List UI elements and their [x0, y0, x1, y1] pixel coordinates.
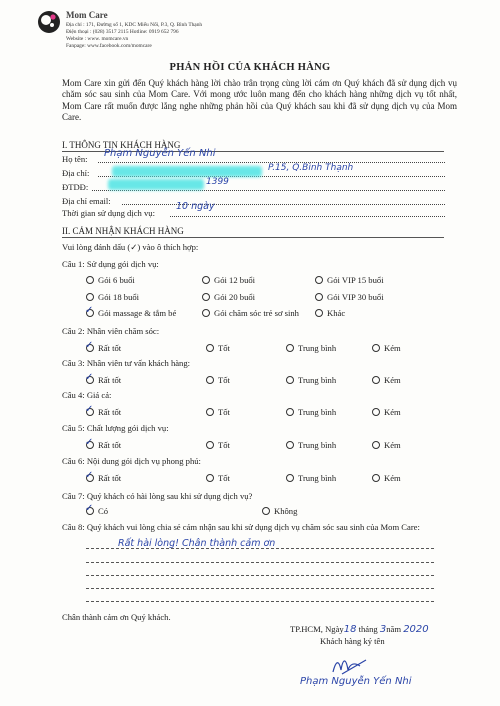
answer-line [86, 575, 434, 576]
q1-option-newborn[interactable]: Gói chăm sóc trẻ sơ sinh [202, 308, 299, 318]
mom-care-logo-icon [37, 10, 61, 34]
checkmark-icon: ✓ [85, 437, 94, 448]
q8-answer[interactable]: Rất hài lòng! Chân thành cảm ơn [118, 538, 276, 549]
q1-option-vip15[interactable]: Gói VIP 15 buổi [315, 275, 384, 285]
field-label: Họ tên: [62, 154, 88, 164]
field-label: Địa chỉ email: [62, 196, 111, 206]
q2-option-0[interactable]: ✓ Rất tốt [85, 340, 122, 353]
q2-option-2[interactable]: Trung bình [286, 343, 336, 353]
checkmark-icon: ✓ [85, 340, 94, 351]
q3-option-1[interactable]: Tốt [206, 375, 230, 385]
date-day: 18 [343, 624, 357, 635]
q4-option-2[interactable]: Trung bình [286, 407, 336, 417]
sign-date: TP.HCM, Ngày18 tháng 3năm 2020 [290, 624, 429, 635]
q1-option-vip30[interactable]: Gói VIP 30 buổi [315, 292, 384, 302]
q2-question: Câu 2: Nhân viên chăm sóc: [62, 326, 160, 336]
q3-option-2[interactable]: Trung bình [286, 375, 336, 385]
instruction-text: Vui lòng đánh dấu (✓) vào ô thích hợp: [62, 242, 199, 252]
q3-option-3[interactable]: Kém [372, 375, 401, 385]
q1-option-other[interactable]: Khác [315, 308, 345, 318]
q3-option-0[interactable]: ✓ Rất tốt [85, 372, 122, 385]
field-label: Thời gian sử dụng dịch vụ: [62, 208, 155, 218]
q4-question: Câu 4: Giá cả: [62, 390, 112, 400]
q1-question: Câu 1: Sử dụng gói dịch vụ: [62, 259, 159, 269]
q8-question: Câu 8: Quý khách vui lòng chia sẻ cảm nhận sau khi sử dụng dịch vụ chăm sóc sau sinh của Mom Care: [62, 522, 420, 532]
checkmark-icon: ✓ [85, 503, 94, 514]
answer-line [86, 601, 434, 602]
header-address: Địa chỉ : 171, Đường số 1, KDC Miếu Nổi, P.3, Q. Bình Thạnh [66, 22, 203, 28]
header-fanpage: Fanpage: www.facebook.com/momcare [66, 43, 152, 49]
q2-option-3[interactable]: Kém [372, 343, 401, 353]
q6-option-2[interactable]: Trung bình [286, 473, 336, 483]
mobile-value: 1399 [206, 177, 229, 187]
redacted-address [112, 166, 262, 177]
section-divider [62, 237, 444, 238]
checkmark-icon: ✓ [85, 372, 94, 383]
checkmark-icon: ✓ [85, 305, 94, 316]
field-label: Địa chỉ: [62, 168, 90, 178]
q6-option-1[interactable]: Tốt [206, 473, 230, 483]
q4-option-0[interactable]: ✓ Rất tốt [85, 404, 122, 417]
field-email[interactable] [62, 194, 445, 206]
full-name-value: Phạm Nguyễn Yến Nhi [104, 148, 216, 159]
q3-question: Câu 3: Nhân viên tư vấn khách hàng: [62, 358, 191, 368]
q6-question: Câu 6: Nội dung gói dịch vụ phong phú: [62, 456, 201, 466]
q1-option-20[interactable]: Gói 20 buổi [202, 292, 255, 302]
section-customer-info-heading: I. THÔNG TIN KHÁCH HÀNG [62, 140, 181, 150]
header-phone: Điện thoại : (028) 3517 2115 Hotline: 0919 652 796 [66, 29, 179, 35]
q5-option-1[interactable]: Tốt [206, 440, 230, 450]
answer-line [86, 548, 434, 549]
thank-you-text: Chân thành cảm ơn Quý khách. [62, 612, 171, 622]
signature-name: Phạm Nguyễn Yến Nhi [300, 676, 412, 687]
service-duration-value: 10 ngày [176, 201, 215, 212]
q7-option-no[interactable]: Không [262, 506, 297, 516]
q1-option-12[interactable]: Gói 12 buổi [202, 275, 255, 285]
q2-option-1[interactable]: Tốt [206, 343, 230, 353]
q1-option-6[interactable]: Gói 6 buổi [86, 275, 135, 285]
q4-option-3[interactable]: Kém [372, 407, 401, 417]
q5-question: Câu 5: Chất lượng gói dịch vụ: [62, 423, 169, 433]
form-title: PHẢN HỒI CỦA KHÁCH HÀNG [169, 62, 331, 73]
signer-label: Khách hàng ký tên [320, 636, 385, 646]
field-service-duration[interactable] [62, 206, 445, 218]
header-website: Website : www. momcare.vn [66, 36, 129, 42]
q6-option-3[interactable]: Kém [372, 473, 401, 483]
answer-line [86, 562, 434, 563]
q4-option-1[interactable]: Tốt [206, 407, 230, 417]
q5-option-2[interactable]: Trung bình [286, 440, 336, 450]
signature-mark [330, 652, 370, 678]
redacted-phone [108, 179, 204, 190]
q7-question: Câu 7: Quý khách có hài lòng sau khi sử dụng dịch vụ? [62, 491, 253, 501]
date-month: 3 [379, 624, 387, 635]
q5-option-3[interactable]: Kém [372, 440, 401, 450]
q5-option-0[interactable]: ✓ Rất tốt [85, 437, 122, 450]
section-feedback-heading: II. CẢM NHẬN KHÁCH HÀNG [62, 226, 184, 236]
field-label: ĐTDĐ: [62, 182, 89, 192]
brand-name: Mom Care [66, 10, 108, 20]
date-year: 2020 [403, 624, 429, 635]
intro-paragraph: Mom Care xin gửi đến Quý khách hàng lời chào trân trọng cùng lời cám ơn Quý khách đã sử dụng dịch vụ chăm sóc sau sinh của Mom Care. Với mong ước luôn mang đến cho khách hàng những dịch vụ tốt nhất, Mom Care rất muốn được lắng nghe những phản hồi của Quý khách sau khi đã sử dụng dịch vụ của Mom Care. [62, 78, 457, 123]
q1-option-18[interactable]: Gói 18 buổi [86, 292, 139, 302]
checkmark-icon: ✓ [85, 404, 94, 415]
q6-option-0[interactable]: ✓ Rất tốt [85, 470, 122, 483]
q7-option-yes[interactable]: ✓ Có [85, 503, 109, 516]
checkmark-icon: ✓ [85, 470, 94, 481]
address-value: P.15, Q.Bình Thạnh [268, 163, 354, 173]
answer-line [86, 588, 434, 589]
q1-option-massage[interactable]: ✓ Gói massage & tắm bé [85, 305, 177, 318]
